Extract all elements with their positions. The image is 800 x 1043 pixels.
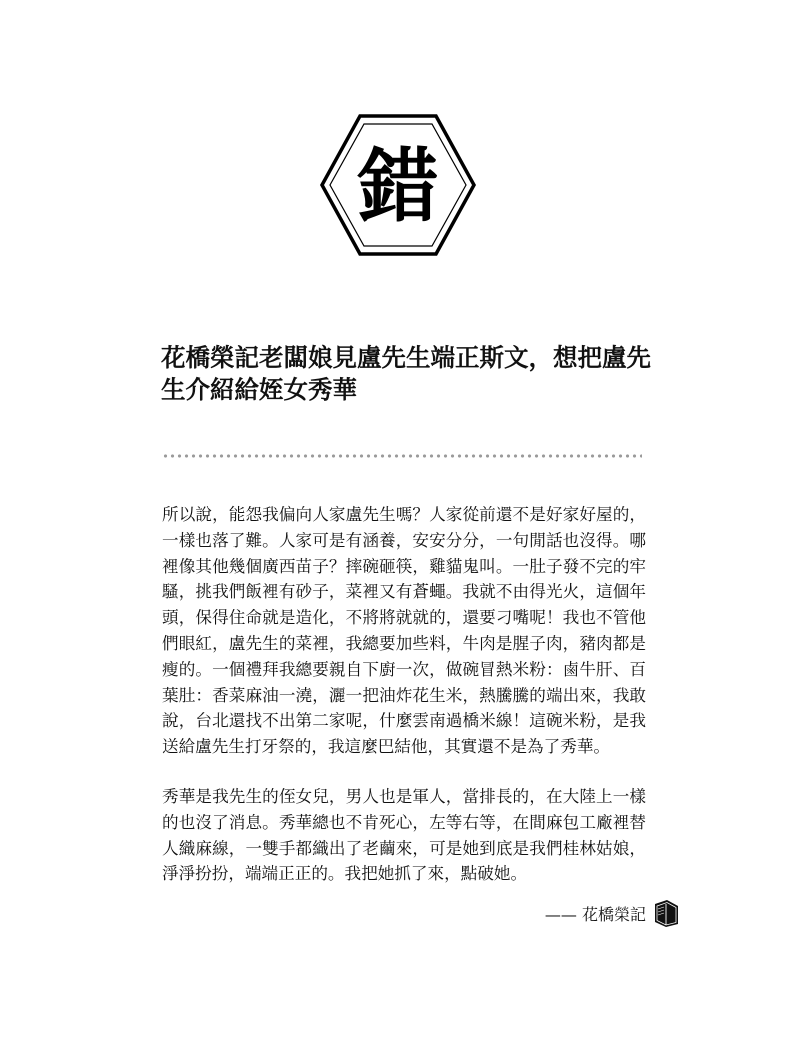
signature-text: —— 花橋榮記 (544, 904, 646, 924)
dotted-divider (162, 452, 642, 460)
book-icon (652, 898, 680, 928)
paragraph: 所以說，能怨我偏向人家盧先生嗎？人家從前還不是好家好屋的，一樣也落了難。人家可是有涵養，安安分分，一句閒話也沒得。哪裡像其他幾個廣西苗子？摔碗砸筷，雞貓鬼叫。一肚子發不完的牢騷，挑我們飯裡有砂子，菜裡又有蒼蠅。我就不由得光火，這個年頭，保得住命就是造化，不將將就就的，還要刁嘴呢！我也不管他們眼紅，盧先生的菜裡，我總要加些料，牛肉是腥子肉，豬肉都是瘦的。一個禮拜我總要親自下廚一次，做碗冒熱米粉：鹵牛肝、百葉肚：香菜麻油一澆，灑一把油炸花生米，熱騰騰的端出來，我敢說，台北還找不出第二家呢，什麼雲南過橋米線！這碗米粉，是我送給盧先生打牙祭的，我這麼巴結他，其實還不是為了秀華。 (162, 505, 646, 757)
page-title: 花橋榮記老闆娘見盧先生端正斯文，想把盧先生介紹給姪女秀華 (161, 343, 651, 404)
paragraph: 秀華是我先生的侄女兒，男人也是軍人，當排長的，在大陸上一樣的也沒了消息。秀華總也不肯死心，左等右等，在間麻包工廠裡替人織麻線，一雙手都織出了老繭來，可是她到底是我們桂林姑娘，淨淨扮扮，端端正正的。我把她抓了來，點破她。 (162, 786, 646, 884)
body-text (162, 502, 646, 911)
hexagon-badge (318, 112, 478, 258)
signature (490, 896, 680, 930)
badge-character: 錯 (358, 139, 438, 233)
